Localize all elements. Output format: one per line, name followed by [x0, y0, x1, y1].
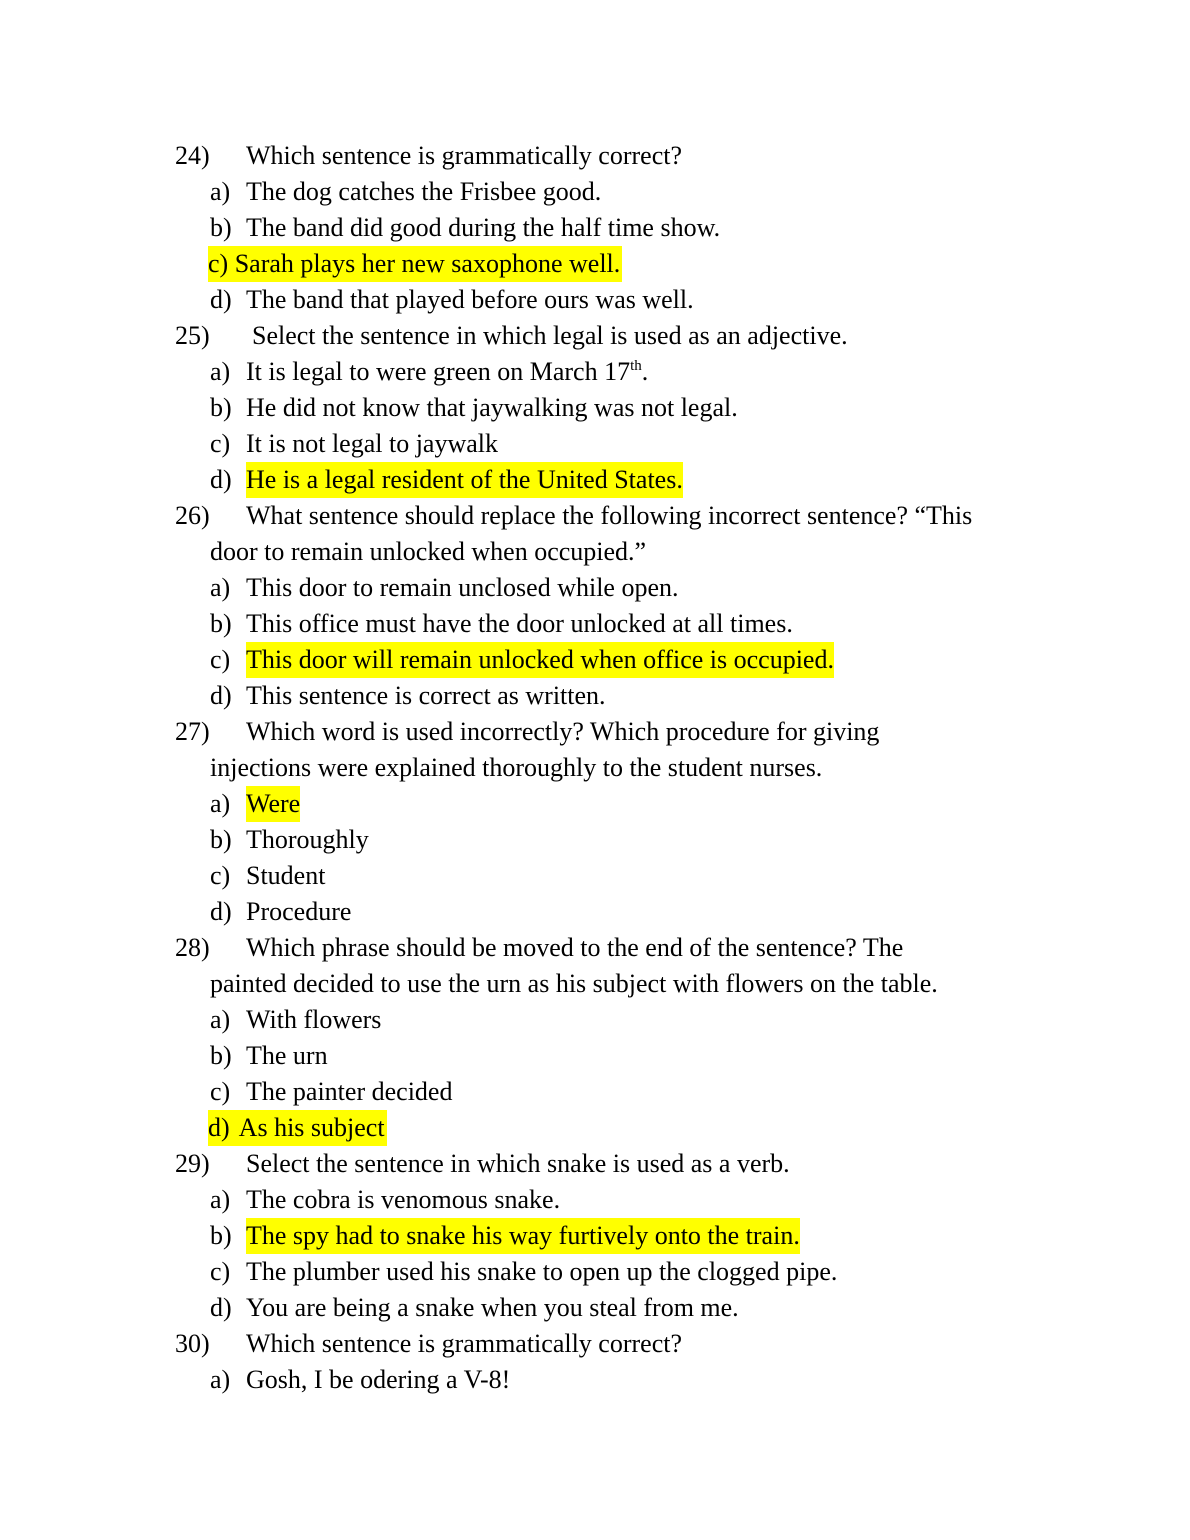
option-29b-highlighted [0, 1218, 1190, 1254]
option-text: The cobra is venomous snake. [246, 1185, 561, 1214]
quiz-page [0, 138, 1190, 1398]
question-26-continued [0, 534, 1190, 570]
question-text-continued: injections were explained thoroughly to the student nurses. [210, 753, 823, 782]
option-text: The band that played before ours was well. [246, 285, 694, 314]
question-number: 27) [175, 717, 210, 746]
question-text: Select the sentence in which snake is used as a verb. [246, 1149, 790, 1178]
option-26b [0, 606, 1190, 642]
option-27c [0, 858, 1190, 894]
option-letter: a) [210, 177, 231, 206]
question-26 [0, 498, 1190, 534]
option-letter: d) [208, 1113, 230, 1142]
option-24c-highlighted [0, 246, 1190, 282]
option-29a [0, 1182, 1190, 1218]
question-28 [0, 930, 1190, 966]
option-letter: a) [210, 1005, 231, 1034]
option-letter: c) [210, 861, 231, 890]
question-28-continued [0, 966, 1190, 1002]
option-26c-highlighted [0, 642, 1190, 678]
question-25 [0, 318, 1190, 354]
answer-highlight [208, 1110, 387, 1146]
question-text-continued: painted decided to use the urn as his subject with flowers on the table. [210, 969, 938, 998]
option-30a [0, 1362, 1190, 1398]
question-27-continued [0, 750, 1190, 786]
question-29 [0, 1146, 1190, 1182]
question-text: Which sentence is grammatically correct? [246, 141, 683, 170]
option-text: You are being a snake when you steal from me. [246, 1293, 739, 1322]
option-28d-highlighted [0, 1110, 1190, 1146]
option-text: He did not know that jaywalking was not legal. [246, 393, 738, 422]
question-27 [0, 714, 1190, 750]
option-25a [0, 354, 1190, 390]
question-number: 30) [175, 1329, 210, 1358]
option-text: This sentence is correct as written. [246, 681, 606, 710]
option-27d [0, 894, 1190, 930]
question-number: 26) [175, 501, 210, 530]
option-24a [0, 174, 1190, 210]
option-text: This office must have the door unlocked at all times. [246, 609, 793, 638]
option-letter: a) [210, 1365, 231, 1394]
option-letter: a) [210, 357, 231, 386]
option-24d [0, 282, 1190, 318]
option-28b [0, 1038, 1190, 1074]
option-text: The band did good during the half time show. [246, 213, 721, 242]
option-letter: c) [208, 249, 229, 278]
option-letter: b) [210, 1041, 232, 1070]
option-25d-highlighted [0, 462, 1190, 498]
question-30 [0, 1326, 1190, 1362]
option-letter: a) [210, 573, 231, 602]
option-letter: c) [210, 645, 231, 674]
option-27b [0, 822, 1190, 858]
option-text: The spy had to snake his way furtively onto the train. [246, 1218, 800, 1254]
option-letter: d) [210, 465, 232, 494]
question-24 [0, 138, 1190, 174]
option-text: It is not legal to jaywalk [246, 429, 499, 458]
option-text: The urn [246, 1041, 328, 1070]
option-text: Were [246, 786, 300, 822]
question-text: Which phrase should be moved to the end of the sentence? The [246, 933, 904, 962]
option-text: The plumber used his snake to open up the clogged pipe. [246, 1257, 838, 1286]
option-24b [0, 210, 1190, 246]
option-letter: c) [210, 1257, 231, 1286]
option-letter: b) [210, 213, 232, 242]
question-number: 24) [175, 141, 210, 170]
option-25b [0, 390, 1190, 426]
option-25c [0, 426, 1190, 462]
option-text: He is a legal resident of the United States. [246, 462, 683, 498]
option-28c [0, 1074, 1190, 1110]
option-text: It is legal to were green on March 17th. [246, 357, 649, 386]
option-text: Student [246, 861, 326, 890]
option-text: Procedure [246, 897, 352, 926]
option-text: Thoroughly [246, 825, 369, 854]
option-26a [0, 570, 1190, 606]
option-letter: a) [210, 1185, 231, 1214]
option-letter: a) [210, 789, 231, 818]
question-number: 28) [175, 933, 210, 962]
option-letter: b) [210, 609, 232, 638]
option-text: With flowers [246, 1005, 382, 1034]
option-27a-highlighted [0, 786, 1190, 822]
option-text: The painter decided [246, 1077, 453, 1106]
option-text: This door will remain unlocked when office is occupied. [246, 642, 834, 678]
option-text: Sarah plays her new saxophone well. [234, 249, 621, 278]
option-text: As his subject [238, 1113, 385, 1142]
question-number: 25) [175, 321, 210, 350]
question-text: What sentence should replace the following incorrect sentence? “This [246, 501, 973, 530]
option-28a [0, 1002, 1190, 1038]
option-text: The dog catches the Frisbee good. [246, 177, 602, 206]
option-letter: b) [210, 393, 232, 422]
option-26d [0, 678, 1190, 714]
question-text: Which word is used incorrectly? Which procedure for giving [246, 717, 880, 746]
question-text: Which sentence is grammatically correct? [246, 1329, 683, 1358]
answer-highlight [208, 246, 622, 282]
question-text: Select the sentence in which legal is used as an adjective. [252, 321, 848, 350]
option-29d [0, 1290, 1190, 1326]
option-text: This door to remain unclosed while open. [246, 573, 679, 602]
option-letter: d) [210, 1293, 232, 1322]
option-text: Gosh, I be odering a V-8! [246, 1365, 511, 1394]
option-letter: d) [210, 897, 232, 926]
option-letter: b) [210, 825, 232, 854]
superscript-ordinal: th [630, 358, 642, 374]
option-letter: d) [210, 285, 232, 314]
question-text-continued: door to remain unlocked when occupied.” [210, 537, 647, 566]
question-number: 29) [175, 1149, 210, 1178]
option-letter: c) [210, 1077, 231, 1106]
option-letter: d) [210, 681, 232, 710]
option-29c [0, 1254, 1190, 1290]
option-letter: b) [210, 1221, 232, 1250]
option-letter: c) [210, 429, 231, 458]
